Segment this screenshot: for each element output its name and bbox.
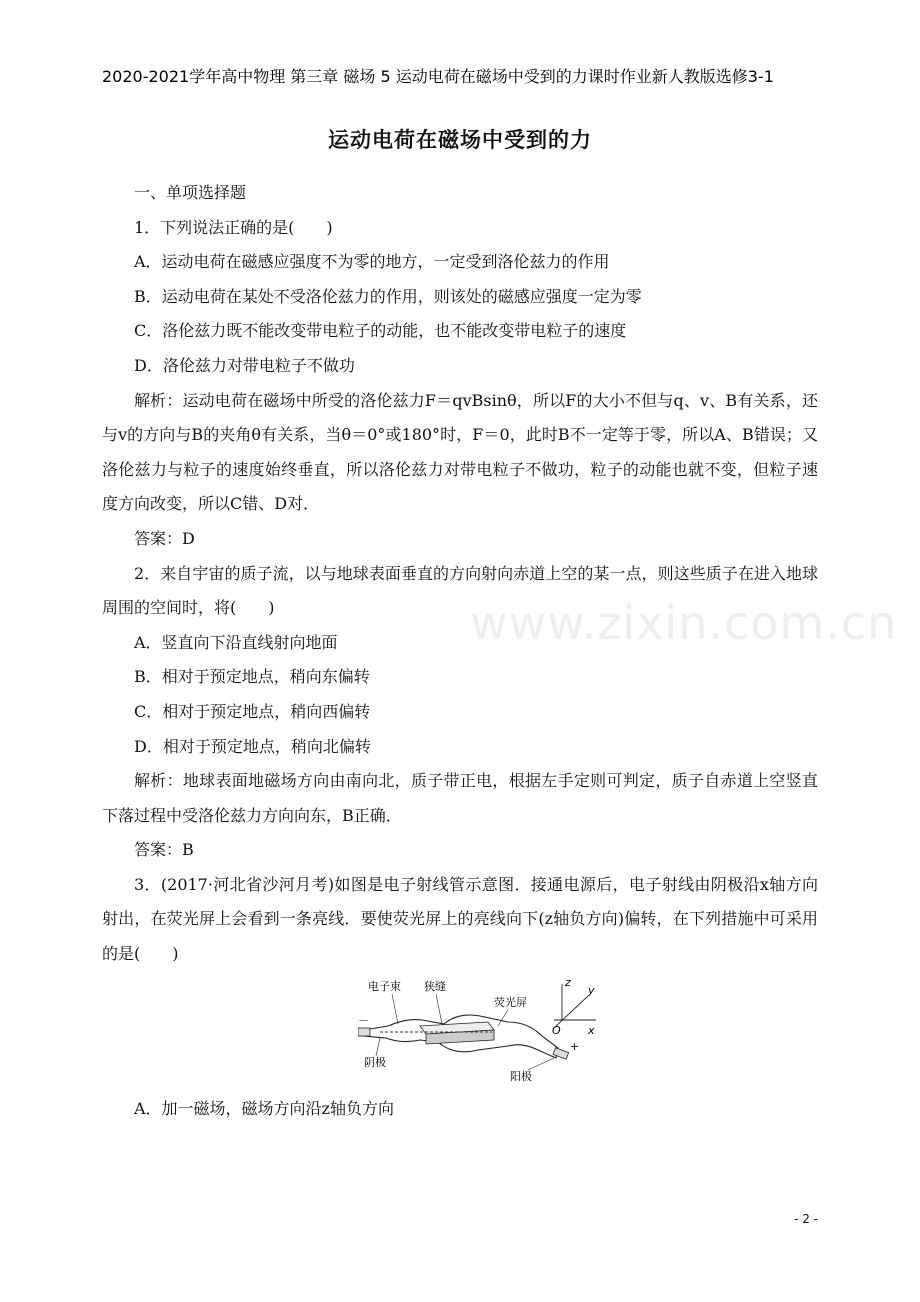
- leader-slit: [436, 994, 442, 1024]
- label-beam: 电子束: [368, 979, 401, 993]
- label-cathode: 阴极: [364, 1055, 386, 1069]
- q3-stem: 3．(2017·河北省沙河月考)如图是电子射线管示意图．接通电源后，电子射线由阴极沿x轴方向射出，在荧光屏上会看到一条亮线．要使荧光屏上的亮线向下(z轴负方向)偏转，在下列措施中可采用的是( ): [102, 874, 818, 964]
- q2-answer: 答案：B: [134, 840, 194, 860]
- label-plus: +: [570, 1039, 580, 1053]
- cathode-stub: [358, 1028, 370, 1036]
- q1-option-a: A．运动电荷在磁感应强度不为零的地方，一定受到洛伦兹力的作用: [134, 252, 610, 272]
- q2-analysis: 解析：地球表面地磁场方向由南向北，质子带正电，根据左手定则可判定，质子自赤道上空竖直下落过程中受洛伦兹力方向向东，B正确．: [102, 771, 818, 825]
- electron-tube-diagram: [358, 976, 598, 1086]
- watermark: www.zixin.com.cn: [470, 596, 898, 650]
- label-screen: 荧光屏: [494, 995, 527, 1009]
- q2-option-d: D．相对于预定地点，稍向北偏转: [134, 736, 371, 756]
- q2-option-c: C．相对于预定地点，稍向西偏转: [134, 701, 371, 721]
- q3-option-a: A．加一磁场，磁场方向沿z轴负方向: [134, 1098, 394, 1118]
- q1-option-c: C．洛伦兹力既不能改变带电粒子的动能，也不能改变带电粒子的速度: [134, 321, 627, 341]
- section-heading: 一、单项选择题: [134, 183, 247, 202]
- leader-beam: [392, 994, 398, 1024]
- electron-tube-figure: [358, 976, 598, 1086]
- q2-option-a: A．竖直向下沿直线射向地面: [134, 632, 338, 652]
- page-title: 运动电荷在磁场中受到的力: [328, 128, 592, 152]
- label-axis-x: x: [588, 1023, 595, 1037]
- leader-screen: [498, 1010, 508, 1026]
- label-axis-y: y: [588, 983, 595, 997]
- page-number: - 2 -: [794, 1212, 818, 1226]
- leader-cathode: [376, 1038, 380, 1056]
- q2-stem: 2．来自宇宙的质子流，以与地球表面垂直的方向射向赤道上空的某一点，则这些质子在进入地球周围的空间时，将( ): [102, 563, 818, 618]
- leader-anode: [528, 1058, 554, 1070]
- q2-option-b: B．相对于预定地点，稍向东偏转: [134, 667, 370, 687]
- label-origin: O: [552, 1023, 561, 1037]
- label-slit: 狭缝: [424, 979, 446, 993]
- q1-analysis: 解析：运动电荷在磁场中所受的洛伦兹力F＝qvBsinθ，所以F的大小不但与q、v、B有关系，还与v的方向与B的夹角θ有关系，当θ＝0°或180°时，F＝0，此时B不一定等于零，所以A、B错误；又洛伦兹力与粒子的速度始终垂直，所以洛伦兹力对带电粒子不做功，粒子的动能也就不变，但粒子速度方向改变，所以C错、D对．: [102, 390, 818, 514]
- q1-stem: 1．下列说法正确的是( ): [134, 217, 333, 237]
- q1-option-d: D．洛伦兹力对带电粒子不做功: [134, 355, 355, 375]
- q1-option-b: B．运动电荷在某处不受洛伦兹力的作用，则该处的磁感应强度一定为零: [134, 286, 642, 306]
- label-minus: －: [358, 1013, 369, 1027]
- q1-answer: 答案：D: [134, 528, 195, 548]
- document-body: [102, 176, 818, 1126]
- label-axis-z: z: [565, 975, 571, 989]
- label-anode: 阳极: [510, 1069, 532, 1083]
- document-header: 2020-2021学年高中物理 第三章 磁场 5 运动电荷在磁场中受到的力课时作业新人教版选修3-1: [102, 67, 774, 86]
